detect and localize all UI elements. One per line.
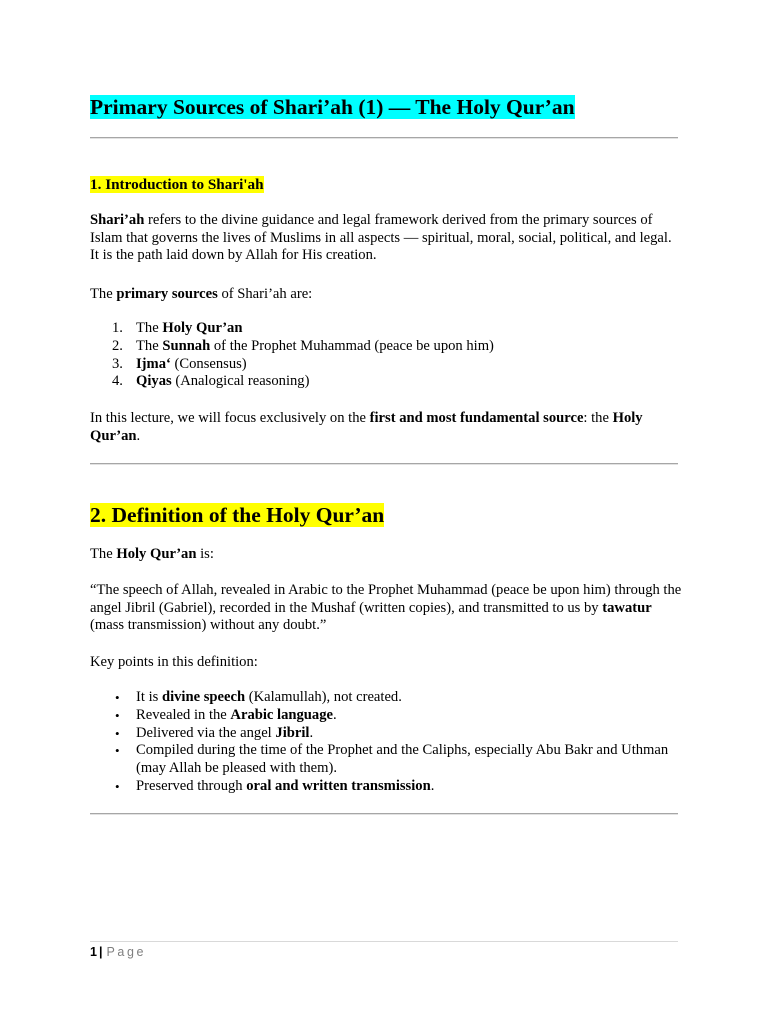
- bullet-icon: •: [115, 690, 120, 705]
- section-1-heading: 1. Introduction to Shari'ah: [90, 176, 264, 193]
- list-item: 1. The Holy Qur’an: [112, 320, 243, 336]
- focus-paragraph: In this lecture, we will focus exclusively on the first and most fundamental source: the Holy Qur’an.: [90, 410, 643, 444]
- list-item: 3. Ijma‘ (Consensus): [112, 355, 247, 372]
- key-points-label: Key points in this definition:: [90, 654, 258, 670]
- bullet-icon: •: [115, 778, 120, 794]
- footer-divider: [90, 941, 678, 942]
- page-number: 1: [90, 945, 97, 959]
- page-footer: [90, 944, 146, 960]
- horizontal-rule: [90, 813, 678, 815]
- section-2-heading: 2. Definition of the Holy Qur’an: [90, 503, 385, 527]
- document-title: Primary Sources of Shari’ah (1) — The Holy Qur’an: [90, 95, 575, 119]
- list-item: • Preserved through oral and written transmission.: [115, 777, 435, 794]
- list-item: • It is divine speech (Kalamullah), not created.: [115, 689, 402, 705]
- key-points-list: [90, 689, 681, 796]
- primary-sources-list: [90, 320, 681, 391]
- list-item: 4. Qiyas (Analogical reasoning): [112, 373, 310, 390]
- list-item: • Compiled during the time of the Prophet and the Caliphs, especially Abu Bakr and Uthman (may Allah be pleased with them).: [115, 742, 669, 777]
- footer-separator: |: [98, 945, 103, 959]
- list-item: 2. The Sunnah of the Prophet Muhammad (peace be upon him): [112, 337, 494, 354]
- horizontal-rule: [90, 137, 678, 139]
- definition-quote: “The speech of Allah, revealed in Arabic to the Prophet Muhammad (peace be upon him) through the angel Jibril (Gabriel), recorded in the Mushaf (written copies), and transmitted to us by tawatur (mass transmission) without any doubt.”: [90, 582, 682, 633]
- bullet-icon: •: [115, 743, 120, 759]
- list-item: • Delivered via the angel Jibril.: [115, 724, 314, 741]
- definition-intro-paragraph: The Holy Qur’an is:: [90, 546, 214, 562]
- page-label: Page: [106, 945, 147, 959]
- sources-intro-paragraph: The primary sources of Shari’ah are:: [90, 286, 313, 302]
- bullet-icon: •: [115, 707, 120, 723]
- list-item: • Revealed in the Arabic language.: [115, 706, 337, 723]
- bullet-icon: •: [115, 725, 120, 741]
- intro-paragraph: Shari’ah refers to the divine guidance and legal framework derived from the primary sources of Islam that governs the lives of Muslims in all aspects — spiritual, moral, social, political, and legal. It is the path laid down by Allah for His creation.: [90, 212, 672, 263]
- horizontal-rule: [90, 463, 678, 465]
